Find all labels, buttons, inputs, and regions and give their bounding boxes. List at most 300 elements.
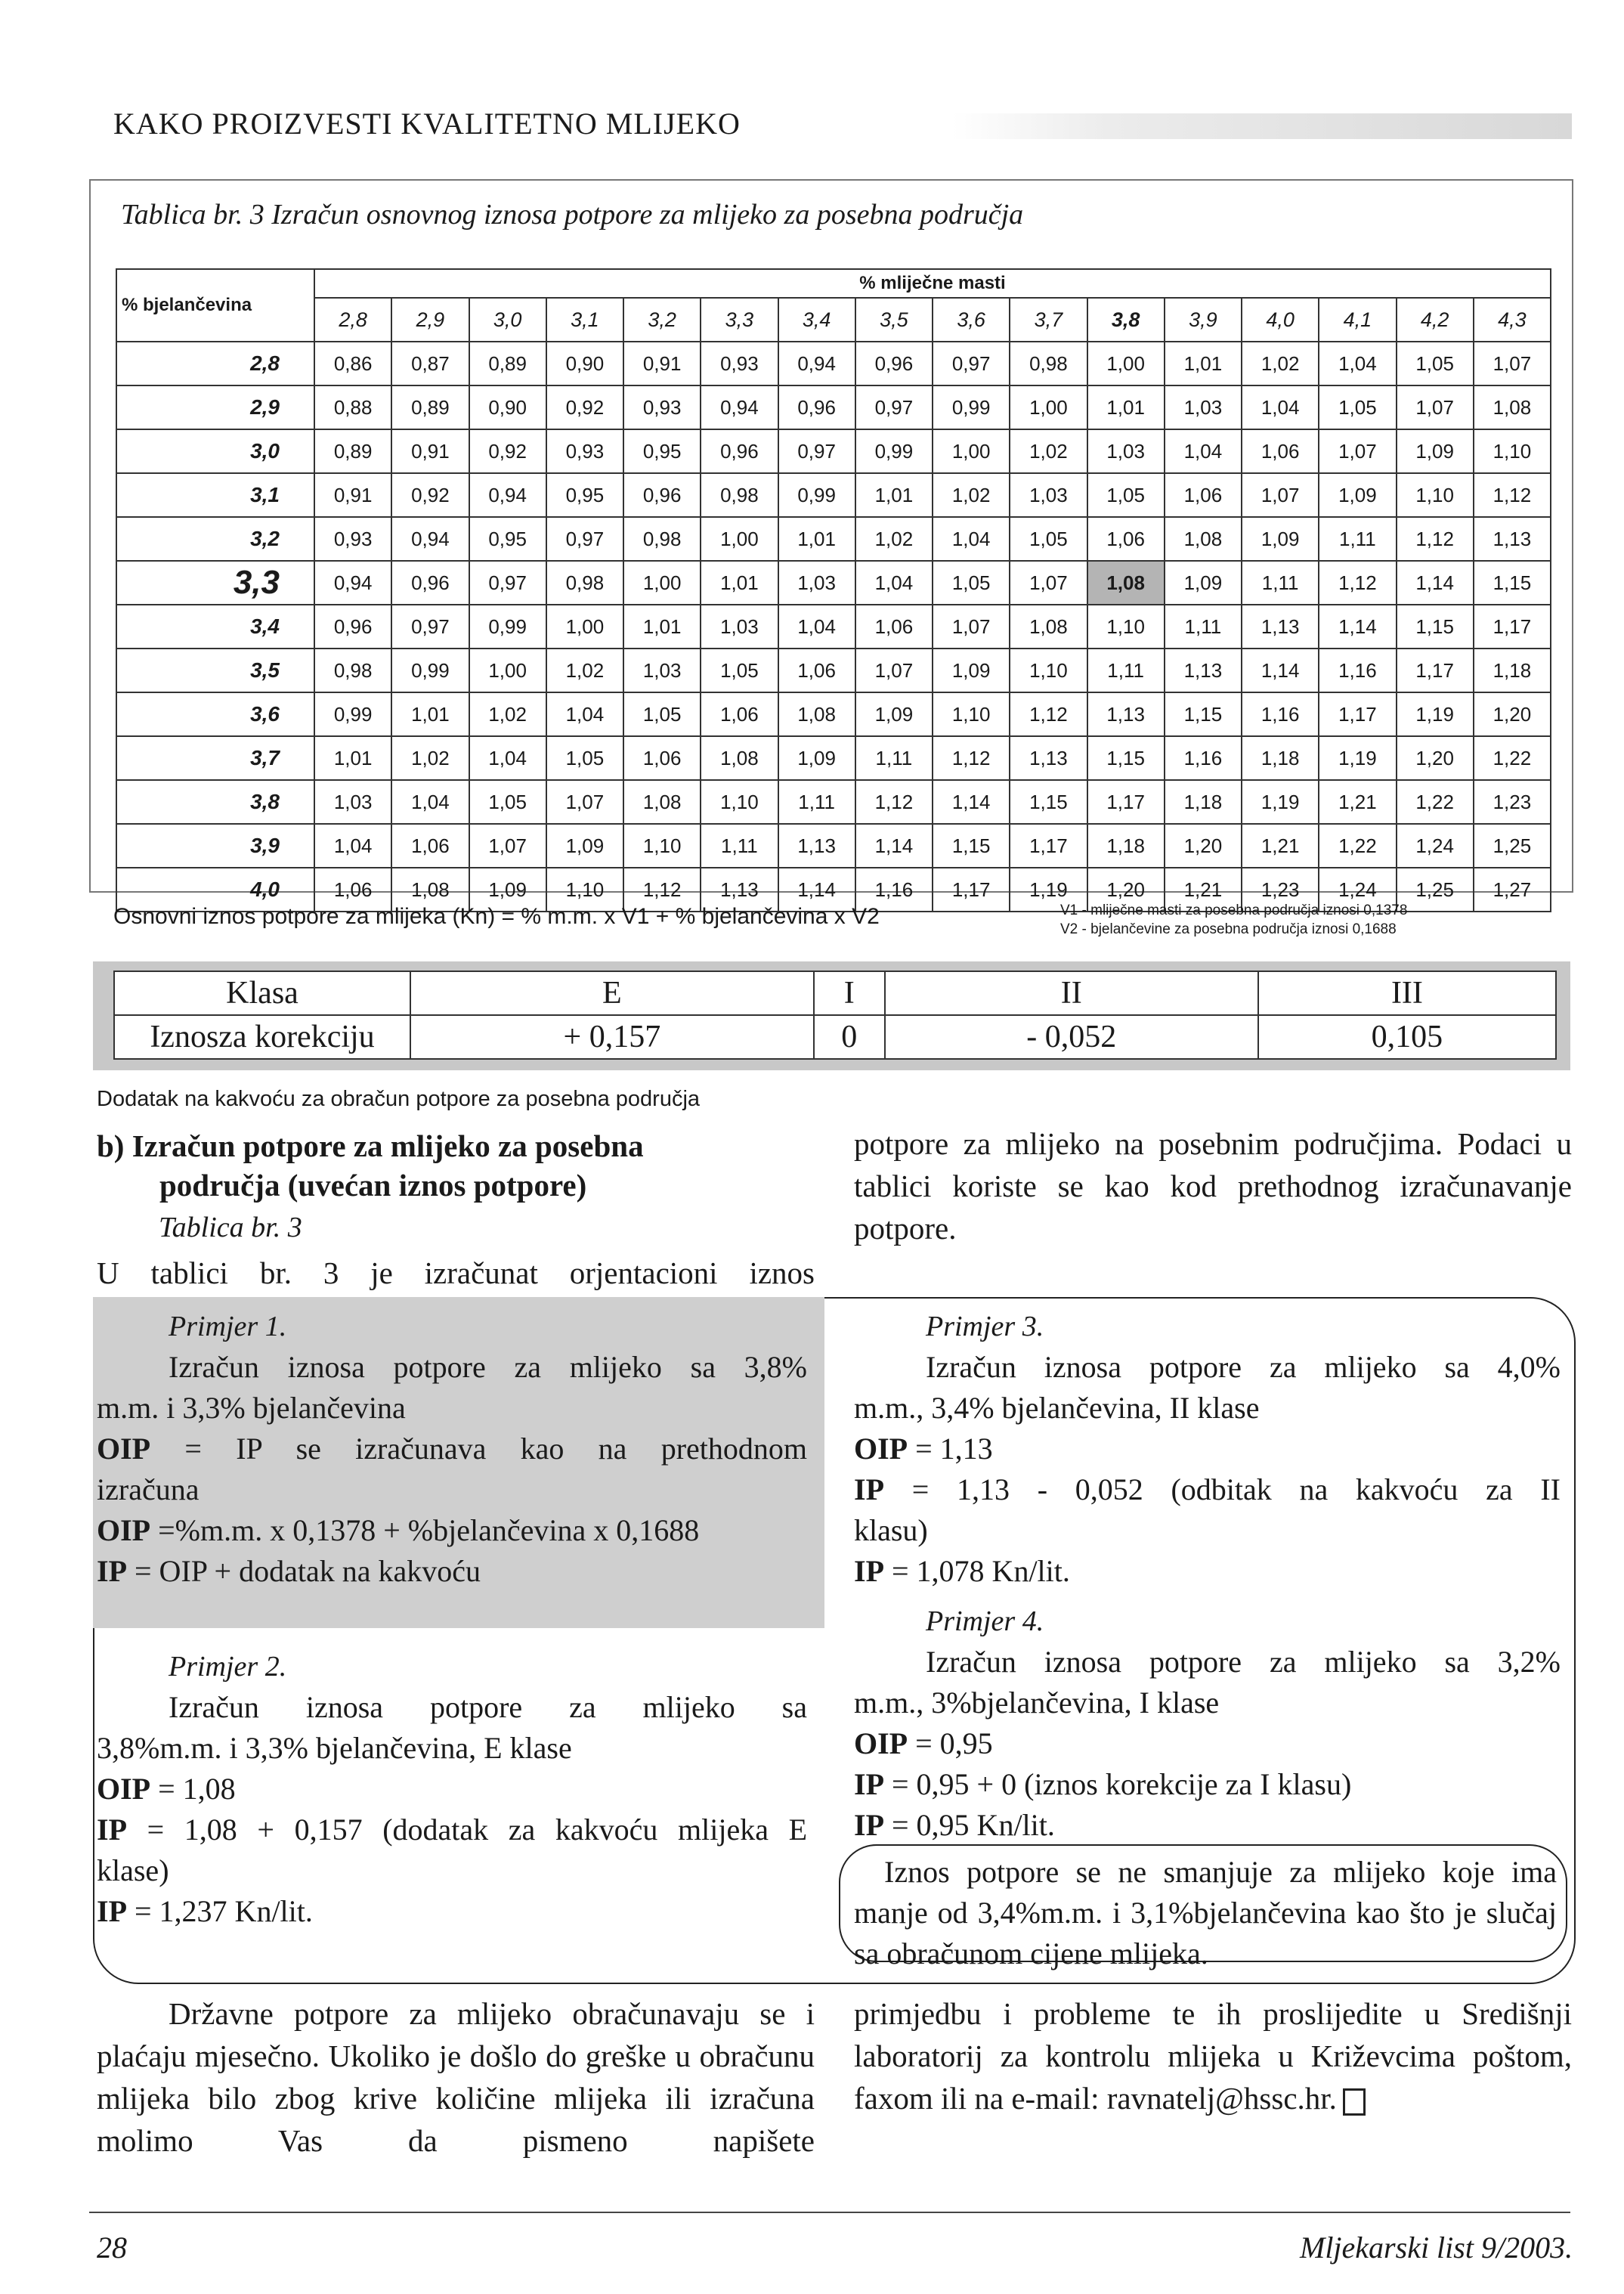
table-cell: 1,25 [1397, 868, 1474, 912]
example-line: IP = 1,237 Kn/lit. [97, 1894, 313, 1928]
table-cell: 0,95 [469, 517, 546, 561]
table-cell: 1,11 [778, 780, 855, 824]
table-cell: 1,13 [701, 868, 778, 912]
table-cell: 1,00 [469, 649, 546, 692]
table-cell: 1,00 [623, 561, 701, 605]
row-header: 3,0 [116, 429, 314, 473]
example-line: OIP = IP se izračunava kao na prethodnom [97, 1432, 807, 1466]
table-cell: 1,12 [1319, 561, 1396, 605]
example-line: IP = 1,13 - 0,052 (odbitak na kakvoću za II [854, 1472, 1561, 1506]
column-header: 4,0 [1242, 298, 1319, 342]
note-text: Iznos potpore se ne smanjuje za mlijeko koje ima manje od 3,4%m.m. i 3,1%bjelančevina kao što je slučaj sa obračunom cijene mlijeka. [854, 1855, 1557, 1970]
table-cell: 1,01 [391, 692, 469, 736]
table-cell: 0,96 [623, 473, 701, 517]
table-cell: 1,09 [469, 868, 546, 912]
table-cell: 1,07 [1010, 561, 1087, 605]
table-cell: 0,96 [391, 561, 469, 605]
table-cell: 0,94 [701, 385, 778, 429]
column-header: 3,6 [933, 298, 1010, 342]
table-cell: 0,98 [546, 561, 623, 605]
table-row [116, 692, 1551, 736]
example-line: Izračun iznosa potpore za mlijeko sa [169, 1690, 807, 1724]
example-line: Izračun iznosa potpore za mlijeko sa 3,2% [926, 1645, 1561, 1679]
table-cell: 1,07 [546, 780, 623, 824]
table-cell: 1,15 [1165, 692, 1242, 736]
table-cell: 0,92 [546, 385, 623, 429]
table-cell: 1,04 [546, 692, 623, 736]
table-cell: 1,14 [778, 868, 855, 912]
correction-cell: III [1258, 971, 1556, 1015]
table-cell: 1,16 [1319, 649, 1396, 692]
table-cell: 0,97 [778, 429, 855, 473]
table-cell: 0,99 [391, 649, 469, 692]
correction-cell: E [410, 971, 814, 1015]
table-cell: 1,09 [1397, 429, 1474, 473]
table-cell: 1,23 [1474, 780, 1551, 824]
correction-row-class [114, 971, 1556, 1015]
table-cell: 1,15 [1010, 780, 1087, 824]
table-cell: 1,06 [855, 605, 933, 649]
correction-cell: Iznosza korekciju [114, 1015, 410, 1059]
table-cell: 1,08 [701, 736, 778, 780]
table-cell: 1,04 [469, 736, 546, 780]
note-v2: V2 - bjelančevine za posebna područja iznosi 0,1688 [1060, 921, 1397, 937]
table-cell: 1,11 [1242, 561, 1319, 605]
example-4 [854, 1601, 1561, 1846]
table-cell: 0,98 [314, 649, 391, 692]
table-cell: 0,96 [778, 385, 855, 429]
table-cell: 1,13 [1010, 736, 1087, 780]
table-cell: 0,94 [469, 473, 546, 517]
table-cell: 1,19 [1242, 780, 1319, 824]
table-cell: 0,89 [314, 429, 391, 473]
page-number: 28 [97, 2231, 127, 2265]
table-cell: 1,07 [1242, 473, 1319, 517]
table-cell: 1,12 [1010, 692, 1087, 736]
table-cell: 1,18 [1474, 649, 1551, 692]
footer-rule [89, 2212, 1570, 2213]
running-head: KAKO PROIZVESTI KVALITETNO MLIJEKO [113, 107, 741, 141]
table-cell: 0,96 [855, 342, 933, 385]
table-cell: 1,01 [855, 473, 933, 517]
table-cell: 0,92 [469, 429, 546, 473]
table-cell: 0,99 [314, 692, 391, 736]
example-line: m.m., 3,4% bjelančevina, II klase [854, 1391, 1260, 1425]
section-heading [97, 1126, 822, 1205]
table-cell: 1,03 [778, 561, 855, 605]
table-cell: 1,02 [1242, 342, 1319, 385]
table-cell: 0,96 [314, 605, 391, 649]
table-cell: 0,90 [546, 342, 623, 385]
row-header: 3,4 [116, 605, 314, 649]
row-header: 3,2 [116, 517, 314, 561]
table-cell: 1,08 [1010, 605, 1087, 649]
note-v1: V1 - mliječne masti za posebna područja iznosi 0,1378 [1060, 902, 1408, 918]
table-cell: 0,99 [855, 429, 933, 473]
table-cell: 1,05 [1397, 342, 1474, 385]
correction-cell: I [814, 971, 885, 1015]
row-header: 3,3 [116, 561, 314, 605]
section-heading-line1: b) Izračun potpore za mlijeko za posebna [97, 1128, 644, 1163]
table-cell: 1,02 [469, 692, 546, 736]
correction-cell: II [885, 971, 1258, 1015]
closing-right-text: primjedbu i probleme te ih proslijedite u Središnji laboratorij za kontrolu mlijeka u Križevcima poštom, faxom ili na e-mail: ravnatelj@hssc.hr. [854, 1996, 1572, 2116]
table-cell: 1,03 [1165, 385, 1242, 429]
table-cell: 0,92 [391, 473, 469, 517]
table-cell: 1,22 [1397, 780, 1474, 824]
table-cell: 0,97 [855, 385, 933, 429]
table-cell: 1,11 [1165, 605, 1242, 649]
table-cell: 0,99 [933, 385, 1010, 429]
correction-cell: + 0,157 [410, 1015, 814, 1059]
table-cell: 1,11 [1087, 649, 1165, 692]
table-cell: 1,08 [623, 780, 701, 824]
table-row [116, 342, 1551, 385]
table-cell: 1,10 [701, 780, 778, 824]
table-cell: 1,04 [933, 517, 1010, 561]
table-cell: 1,21 [1242, 824, 1319, 868]
table-cell: 1,08 [778, 692, 855, 736]
row-header: 3,5 [116, 649, 314, 692]
table-cell: 0,97 [546, 517, 623, 561]
table-cell: 1,07 [1319, 429, 1396, 473]
table-cell: 1,20 [1474, 692, 1551, 736]
table-cell: 1,13 [778, 824, 855, 868]
table-cell: 1,10 [1010, 649, 1087, 692]
table-cell: 0,96 [701, 429, 778, 473]
table-cell: 1,06 [701, 692, 778, 736]
column-header-row [116, 298, 1551, 342]
table-cell: 1,01 [778, 517, 855, 561]
table-cell: 0,93 [546, 429, 623, 473]
row-header: 2,9 [116, 385, 314, 429]
table-cell: 1,18 [1087, 824, 1165, 868]
column-header: 3,3 [701, 298, 778, 342]
example-line: izračuna [97, 1472, 200, 1506]
table-cell: 1,12 [1474, 473, 1551, 517]
example-line: Izračun iznosa potpore za mlijeko sa 4,0% [926, 1350, 1561, 1384]
column-header: 3,9 [1165, 298, 1242, 342]
table-cell: 1,20 [1165, 824, 1242, 868]
table-cell: 1,00 [933, 429, 1010, 473]
table-cell: 1,01 [623, 605, 701, 649]
table-cell: 1,24 [1319, 868, 1396, 912]
closing-left: Državne potpore za mlijeko obračunavaju se i plaćaju mjesečno. Ukoliko je došlo do greške u obračunu mlijeka bilo zbog krive količine mlijeka ili izračuna molimo Vas da pismeno napišete [97, 1996, 815, 2158]
table-cell: 1,19 [1397, 692, 1474, 736]
table-cell: 0,93 [701, 342, 778, 385]
example-line: Izračun iznosa potpore za mlijeko sa 3,8% [169, 1350, 807, 1384]
table-cell: 1,04 [314, 824, 391, 868]
formula-notes [1060, 901, 1407, 939]
table-cell: 1,06 [623, 736, 701, 780]
table-cell: 1,01 [701, 561, 778, 605]
table-cell: 1,10 [1397, 473, 1474, 517]
row-header: 2,8 [116, 342, 314, 385]
section-table-ref: Tablica br. 3 [159, 1212, 302, 1243]
row-header: 3,7 [116, 736, 314, 780]
table-cell: 1,18 [1242, 736, 1319, 780]
table-cell: 1,04 [1319, 342, 1396, 385]
formula: Osnovni iznos potpore za mlijeka (Kn) = % m.m. x V1 + % bjelančevina x V2 [113, 904, 880, 929]
table-cell: 1,21 [1319, 780, 1396, 824]
example-title: Primjer 2. [169, 1651, 287, 1683]
table-cell: 0,88 [314, 385, 391, 429]
table-cell: 1,00 [1087, 342, 1165, 385]
example-line: OIP =%m.m. x 0,1378 + %bjelančevina x 0,1688 [97, 1513, 700, 1547]
table-cell: 1,23 [1242, 868, 1319, 912]
table-cell: 1,08 [1474, 385, 1551, 429]
example-line: OIP = 1,13 [854, 1432, 993, 1466]
example-line: klasu) [854, 1513, 928, 1547]
row-header: 3,8 [116, 780, 314, 824]
table-row [116, 385, 1551, 429]
table-cell: 1,06 [1242, 429, 1319, 473]
table-cell: 1,09 [1242, 517, 1319, 561]
table-cell: 1,01 [1087, 385, 1165, 429]
row-header-label: % bjelančevina [116, 269, 314, 342]
example-line: IP = 0,95 Kn/lit. [854, 1808, 1055, 1842]
table-cell: 1,14 [1242, 649, 1319, 692]
table-cell: 0,87 [391, 342, 469, 385]
table-cell: 1,05 [1319, 385, 1396, 429]
table-cell: 0,94 [314, 561, 391, 605]
example-2 [97, 1646, 807, 1932]
example-line: OIP = 1,08 [97, 1772, 236, 1806]
table-cell: 1,03 [701, 605, 778, 649]
table-cell: 0,97 [933, 342, 1010, 385]
table-cell: 1,09 [855, 692, 933, 736]
table-cell: 0,94 [778, 342, 855, 385]
header-decor-bar [952, 113, 1572, 139]
row-header: 3,6 [116, 692, 314, 736]
table-cell: 1,19 [1319, 736, 1396, 780]
table-row [116, 561, 1551, 605]
table-cell: 1,02 [391, 736, 469, 780]
column-header: 3,2 [623, 298, 701, 342]
table-cell: 1,07 [1397, 385, 1474, 429]
table-cell: 0,93 [314, 517, 391, 561]
table-cell: 1,13 [1474, 517, 1551, 561]
table-cell: 1,15 [1474, 561, 1551, 605]
table-row [116, 649, 1551, 692]
table-row [116, 517, 1551, 561]
correction-cell: 0,105 [1258, 1015, 1556, 1059]
table-cell: 1,05 [623, 692, 701, 736]
example-line: OIP = 0,95 [854, 1726, 993, 1760]
table-cell: 1,15 [1087, 736, 1165, 780]
table-cell: 1,10 [623, 824, 701, 868]
table-cell: 1,03 [314, 780, 391, 824]
example-line: IP = 0,95 + 0 (iznos korekcije za I klasu) [854, 1767, 1352, 1801]
table-cell: 1,12 [1397, 517, 1474, 561]
example-line: IP = OIP + dodatak na kakvoću [97, 1554, 481, 1588]
correction-cell: 0 [814, 1015, 885, 1059]
column-header: 3,4 [778, 298, 855, 342]
table-cell: 1,01 [1165, 342, 1242, 385]
table-cell: 1,10 [546, 868, 623, 912]
table-cell: 1,05 [546, 736, 623, 780]
table-cell: 1,06 [778, 649, 855, 692]
example-line: m.m. i 3,3% bjelančevina [97, 1391, 406, 1425]
section-intro: U tablici br. 3 je izračunat orjentacioni iznos [97, 1255, 815, 1290]
table-cell: 1,07 [855, 649, 933, 692]
table-cell: 1,17 [1319, 692, 1396, 736]
table-cell: 1,13 [1242, 605, 1319, 649]
table-cell: 1,14 [855, 824, 933, 868]
table-cell: 1,02 [546, 649, 623, 692]
table-cell: 0,91 [623, 342, 701, 385]
table-cell: 0,99 [778, 473, 855, 517]
table-cell: 1,09 [1165, 561, 1242, 605]
end-mark-icon [1343, 2088, 1366, 2116]
table-cell: 1,15 [933, 824, 1010, 868]
table-cell: 1,05 [933, 561, 1010, 605]
example-line: IP = 1,078 Kn/lit. [854, 1554, 1070, 1588]
support-table [116, 268, 1551, 912]
table-cell: 1,09 [546, 824, 623, 868]
table-cell: 1,12 [933, 736, 1010, 780]
row-header: 4,0 [116, 868, 314, 912]
table-cell: 1,11 [1319, 517, 1396, 561]
table-cell: 0,99 [469, 605, 546, 649]
section-heading-line2: područja (uvećan iznos potpore) [159, 1168, 587, 1203]
correction-table [113, 971, 1557, 1060]
table-cell: 1,22 [1474, 736, 1551, 780]
table-row [116, 473, 1551, 517]
table-cell: 0,95 [546, 473, 623, 517]
table-cell: 1,13 [1087, 692, 1165, 736]
column-header: 3,1 [546, 298, 623, 342]
table-cell: 1,02 [855, 517, 933, 561]
table-cell: 1,13 [1165, 649, 1242, 692]
table-cell: 1,17 [1010, 824, 1087, 868]
table-cell: 1,02 [1010, 429, 1087, 473]
example-line: klase) [97, 1853, 169, 1887]
table-body [116, 342, 1551, 912]
table-cell: 0,91 [391, 429, 469, 473]
table-cell: 1,08 [1087, 561, 1165, 605]
example-3 [854, 1306, 1561, 1592]
table-cell: 1,16 [855, 868, 933, 912]
table-cell: 0,89 [391, 385, 469, 429]
table-cell: 0,91 [314, 473, 391, 517]
table-cell: 1,20 [1397, 736, 1474, 780]
journal-name: Mljekarski list 9/2003. [1300, 2231, 1573, 2265]
table-cell: 1,10 [1087, 605, 1165, 649]
table-cell: 1,06 [314, 868, 391, 912]
table-cell: 0,94 [391, 517, 469, 561]
column-header: 3,8 [1087, 298, 1165, 342]
table-cell: 1,00 [1010, 385, 1087, 429]
table-row [116, 824, 1551, 868]
correction-caption: Dodatak na kakvoću za obračun potpore za posebna područja [97, 1087, 701, 1111]
table-cell: 1,05 [469, 780, 546, 824]
section-intro-right: potpore za mlijeko na posebnim područjima. Podaci u tablici koriste se kao kod prethodnog izračunavanje potpore. [854, 1126, 1572, 1246]
column-header: 4,1 [1319, 298, 1396, 342]
example-line: 3,8%m.m. i 3,3% bjelančevina, E klase [97, 1731, 572, 1765]
table-cell: 0,98 [623, 517, 701, 561]
table-row [116, 736, 1551, 780]
table-cell: 1,10 [933, 692, 1010, 736]
table-cell: 1,22 [1319, 824, 1396, 868]
table-cell: 1,11 [701, 824, 778, 868]
table-cell: 0,98 [701, 473, 778, 517]
table-cell: 1,14 [933, 780, 1010, 824]
table-cell: 1,03 [1010, 473, 1087, 517]
table-cell: 1,17 [1474, 605, 1551, 649]
table-cell: 1,04 [855, 561, 933, 605]
table-cell: 0,98 [1010, 342, 1087, 385]
table-cell: 0,97 [469, 561, 546, 605]
table-cell: 1,05 [701, 649, 778, 692]
col-group-label: % mliječne masti [314, 269, 1551, 298]
table-cell: 1,09 [933, 649, 1010, 692]
table-cell: 1,05 [1087, 473, 1165, 517]
table-cell: 1,03 [623, 649, 701, 692]
table-cell: 1,09 [1319, 473, 1396, 517]
table-cell: 1,15 [1397, 605, 1474, 649]
table-cell: 1,08 [391, 868, 469, 912]
correction-cell: - 0,052 [885, 1015, 1258, 1059]
example-line: IP = 1,08 + 0,157 (dodatak za kakvoću mlijeka E [97, 1813, 807, 1847]
column-header: 3,7 [1010, 298, 1087, 342]
table-cell: 1,17 [1087, 780, 1165, 824]
closing-right [854, 1992, 1572, 2119]
correction-row-amount [114, 1015, 1556, 1059]
table-cell: 1,25 [1474, 824, 1551, 868]
table-cell: 1,01 [314, 736, 391, 780]
table-cell: 1,21 [1165, 868, 1242, 912]
column-header: 2,9 [391, 298, 469, 342]
example-line: m.m., 3%bjelančevina, I klase [854, 1686, 1220, 1720]
table-cell: 1,10 [1474, 429, 1551, 473]
column-header: 3,0 [469, 298, 546, 342]
table-cell: 1,08 [1165, 517, 1242, 561]
column-header: 4,2 [1397, 298, 1474, 342]
table-cell: 1,04 [1242, 385, 1319, 429]
table-cell: 1,06 [1087, 517, 1165, 561]
table-cell: 1,14 [1397, 561, 1474, 605]
table-cell: 1,07 [1474, 342, 1551, 385]
table-cell: 1,12 [623, 868, 701, 912]
table-cell: 1,24 [1397, 824, 1474, 868]
table-cell: 1,16 [1242, 692, 1319, 736]
table-cell: 0,86 [314, 342, 391, 385]
table-cell: 1,11 [855, 736, 933, 780]
table-cell: 1,04 [778, 605, 855, 649]
correction-cell: Klasa [114, 971, 410, 1015]
table-cell: 1,06 [391, 824, 469, 868]
column-header: 4,3 [1474, 298, 1551, 342]
column-header: 3,5 [855, 298, 933, 342]
example-1 [97, 1306, 807, 1592]
table-cell: 1,03 [1087, 429, 1165, 473]
row-header: 3,9 [116, 824, 314, 868]
row-header: 3,1 [116, 473, 314, 517]
table-cell: 1,05 [1010, 517, 1087, 561]
table-cell: 1,17 [1397, 649, 1474, 692]
table-cell: 1,04 [1165, 429, 1242, 473]
table-cell: 1,19 [1010, 868, 1087, 912]
table-cell: 0,97 [391, 605, 469, 649]
table-cell: 1,00 [546, 605, 623, 649]
table-cell: 1,00 [701, 517, 778, 561]
table-row [116, 605, 1551, 649]
table-cell: 0,90 [469, 385, 546, 429]
table-cell: 0,93 [623, 385, 701, 429]
table-cell: 1,09 [778, 736, 855, 780]
table-cell: 1,16 [1165, 736, 1242, 780]
